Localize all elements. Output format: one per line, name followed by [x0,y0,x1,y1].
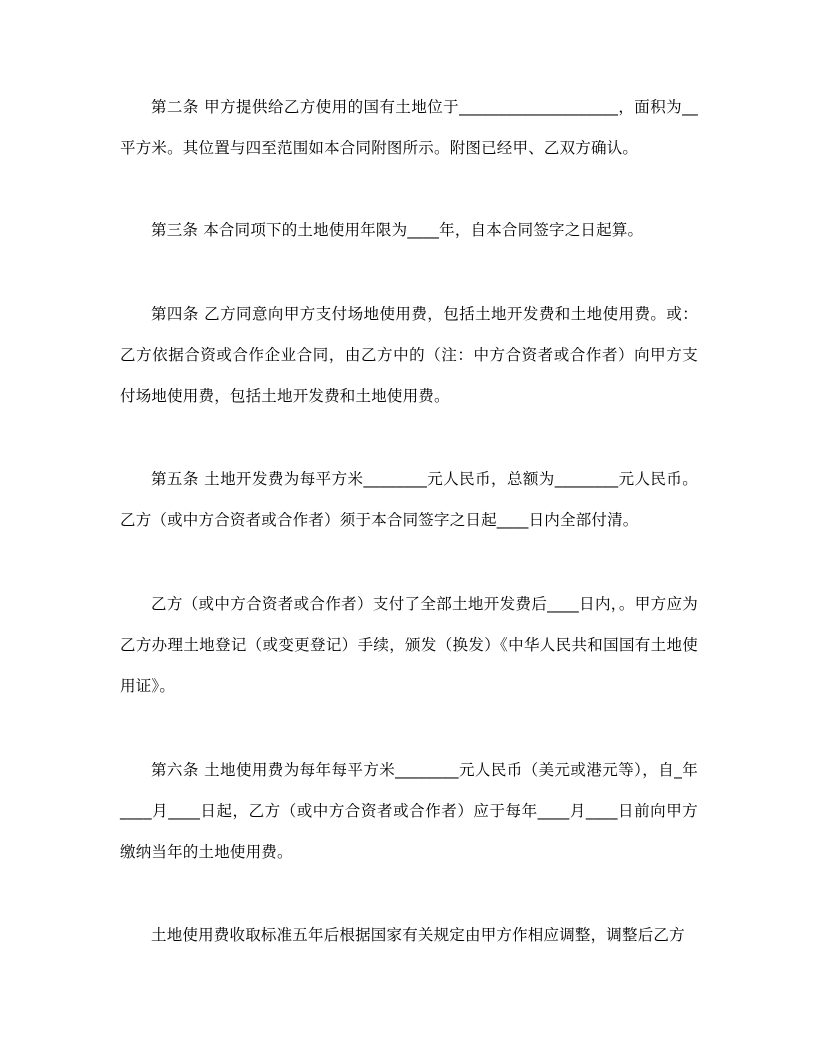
article-2-paragraph: 第二条 甲方提供给乙方使用的国有土地位于____________________，面积为__平方米。其位置与四至范围如本合同附图所示。附图已经甲、乙双方确认。 [120,98,698,157]
article-5-paragraph: 第五条 土地开发费为每平方米________元人民币，总额为________元人民币。乙方（或中方合资者或合作者）须于本合同签字之日起____日内全部付清。 [120,470,698,529]
article-4-paragraph: 第四条 乙方同意向甲方支付场地使用费，包括土地开发费和土地使用费。或：乙方依据合资或合作企业合同，由乙方中的（注：中方合资者或合作者）向甲方支付场地使用费，包括土地开发费和土地使用费。 [120,305,698,405]
fee-adjustment-paragraph: 土地使用费收取标准五年后根据国家有关规定由甲方作相应调整，调整后乙方 [151,926,685,944]
article-3-paragraph: 第三条 本合同项下的土地使用年限为____年，自本合同签字之日起算。 [151,221,644,239]
article-6-paragraph: 第六条 土地使用费为每年每平方米________元人民币（美元或港元等），自_年____月____日起，乙方（或中方合资者或合作者）应于每年____月____日前向甲方缴纳当年的土地使用费。 [120,761,698,861]
land-registration-paragraph: 乙方（或中方合资者或合作者）支付了全部土地开发费后____日内，。甲方应为乙方办理土地登记（或变更登记）手续，颁发（换发）《中华人民共和国国有土地使用证》。 [120,595,698,695]
